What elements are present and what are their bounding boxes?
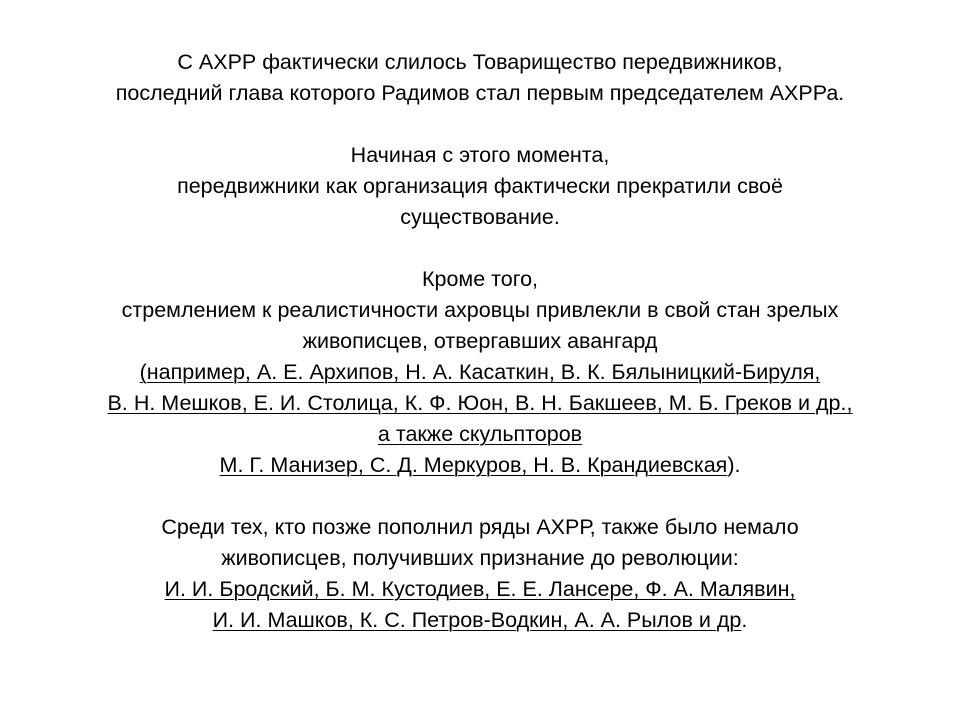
text-line: передвижники как организация фактически прекратили своё [177, 174, 783, 198]
text-line [0, 450, 960, 481]
painters-list-link[interactable]: В. Н. Мешков, Е. И. Столица, К. Ф. Юон, В. Н. Бакшеев, М. Б. Греков и др., [107, 391, 853, 415]
painters-list-link[interactable]: например, А. Е. Архипов, Н. А. Касаткин, В. К. Бялыницкий-Бируля, [146, 360, 821, 384]
sculptors-link[interactable]: а также скульпторов [377, 422, 583, 446]
text-line: стремлением к реалистичности ахровцы привлекли в свой стан зрелых [121, 298, 839, 322]
text-line: С АХРР фактически слилось Товарищество передвижников, [177, 50, 783, 74]
text-line [0, 605, 960, 636]
text-line [0, 388, 960, 419]
open-paren-link[interactable]: ( [139, 360, 147, 384]
later-members-link[interactable]: И. И. Бродский, Б. М. Кустодиев, Е. Е. Лансере, Ф. А. Малявин, [164, 577, 796, 601]
text-line: Среди тех, кто позже пополнил ряды АХРР, также было немало [161, 515, 799, 539]
text-line: живописцев, получивших признание до революции: [221, 546, 739, 570]
period-text: . [741, 608, 748, 632]
paragraph-gap [0, 109, 960, 140]
paragraph-gap [0, 233, 960, 264]
paragraph-gap [0, 481, 960, 512]
later-members-link[interactable]: И. И. Машков, К. С. Петров-Водкин, А. А. Рылов и др [212, 608, 742, 632]
text-line [0, 574, 960, 605]
paragraph-akhrr-merger [0, 47, 960, 109]
text-line [0, 357, 960, 388]
text-line: Начиная с этого момента, [350, 143, 610, 167]
close-paren-text: ). [727, 453, 741, 477]
text-line: Кроме того, [421, 267, 538, 291]
text-line: существование. [400, 205, 560, 229]
paragraph-later-members [0, 512, 960, 636]
text-line: живописцев, отвергавших авангард [302, 329, 658, 353]
slide-text-body [0, 47, 960, 636]
text-line [0, 419, 960, 450]
text-line: последний глава которого Радимов стал первым председателем АХРРа. [115, 81, 845, 105]
sculptors-list-link[interactable]: М. Г. Манизер, С. Д. Меркуров, Н. В. Крандиевская [219, 453, 728, 477]
paragraph-mature-painters [0, 264, 960, 481]
paragraph-peredvizhniki-end [0, 140, 960, 233]
